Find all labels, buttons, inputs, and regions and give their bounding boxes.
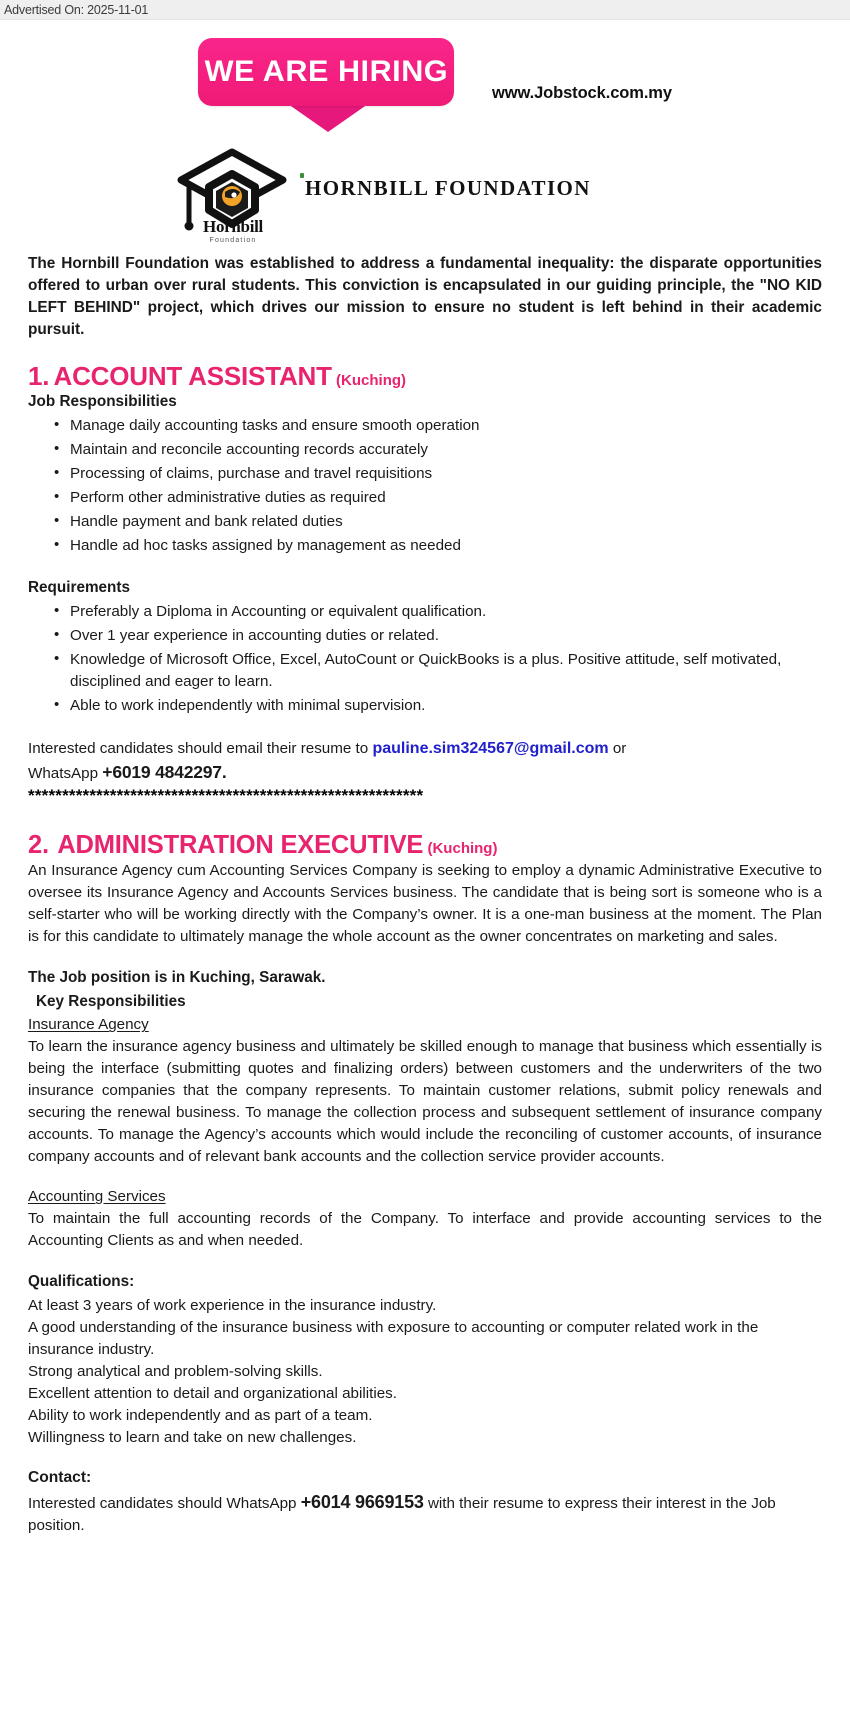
job-2-qualification-item: Willingness to learn and take on new challenges. [28,1428,357,1446]
section-divider: ********************************************************** [28,787,424,805]
list-item: • Maintain and reconcile accounting records accurately [54,439,822,461]
job-2-contact-suffix: with their resume to express their interest in the Job position. [28,1494,776,1535]
job-posting-content [0,253,850,1537]
list-item: • Knowledge of Microsoft Office, Excel, AutoCount or QuickBooks is a plus. Positive attitude, self motivated, disciplined and eager to learn. [54,649,822,693]
job-2-qualification-item: Strong analytical and problem-solving skills. [28,1362,323,1380]
logo-sub-text: Foundation [209,237,257,244]
job-2-qualifications-heading: Qualifications: [28,1272,135,1290]
company-name: HORNBILL FOUNDATION [305,176,591,200]
job-1-number: 1. [28,361,50,392]
job-1-requirements-heading: Requirements [28,579,131,597]
job-2-description: An Insurance Agency cum Accounting Services Company is seeking to employ a dynamic Administrative Executive to oversee its Insurance Agency and Accounts Services business. The candidate that is being sort is someone who is a self-starter who will be working directly with the Company’s owner. It is a one-man business at the moment. The Plan is for this candidate to ultimately manage the whole account as the owner concentrates on marketing and sales. [28,861,822,946]
list-item: • Processing of claims, purchase and travel requisitions [54,463,822,485]
job-2-location: (Kuching) [427,840,498,858]
job-1-responsibilities-heading: Job Responsibilities [28,393,177,411]
logo-wordmark [185,218,281,244]
job-2-number: 2. [28,831,49,860]
job-1-apply-prefix: Interested candidates should email their resume to [28,739,373,757]
job-2-section-1-body: To learn the insurance agency business and ultimately be skilled enough to manage that business which essentially is being the interface (submitting quotes and finalizing orders) between customers and the underwriters of the two insurance companies that the company represents. To maintain customer relations, submit policy renewals and securing the renewal business. To manage the collection process and subsequent settlement of insurance company accounts. To manage the Agency’s accounts which would include the reconciling of customer accounts, of insurance company accounts and of relevant bank accounts and the collection service provider accounts. [28,1038,822,1166]
logo-brand-text: Hornbill [203,217,263,236]
job-1-location: (Kuching) [336,372,407,390]
list-item: • Over 1 year experience in accounting duties or related. [54,625,822,647]
list-item: • Able to work independently with minimal supervision. [54,695,822,717]
job-2-section-2-body: To maintain the full accounting records of the Company. To interface and provide accounting services to the Accounting Clients as and when needed. [28,1209,822,1249]
job-1-apply-mid: or [608,739,627,757]
job-2-phone-number[interactable]: +6014 9669153 [300,1491,424,1512]
job-2-title-row [28,832,822,859]
job-2-qualification-item: Ability to work independently and as part of a team. [28,1406,373,1424]
job-1-requirements-list [28,601,822,716]
advertised-on-bar [0,0,850,20]
job-2-qualification-item: At least 3 years of work experience in the insurance industry. [28,1296,437,1314]
job-2-qualification-item: Excellent attention to detail and organizational abilities. [28,1384,397,1402]
job-2-title: ADMINISTRATION EXECUTIVE [57,831,424,860]
job-2-qualification-item: A good understanding of the insurance business with exposure to accounting or computer related work in the insurance industry. [28,1318,759,1358]
job-1-title: ACCOUNT ASSISTANT [53,361,332,392]
website-url[interactable]: www.Jobstock.com.my [492,84,672,102]
list-item: • Handle ad hoc tasks assigned by management as needed [54,535,822,557]
job-2-contact-prefix: Interested candidates should WhatsApp [28,1494,301,1512]
job-2-section-2-heading: Accounting Services [28,1188,166,1206]
we-are-hiring-text: WE ARE HIRING [204,55,448,88]
hero-banner [0,20,850,140]
job-1-whatsapp-line [28,760,822,785]
hiring-badge-tail [288,104,368,132]
foundation-intro-paragraph: The Hornbill Foundation was established to address a fundamental inequality: the disparate opportunities offered to urban over rural students. This conviction is encapsulated in our guiding principle, the "NO KID LEFT BEHIND" project, which drives our mission to ensure no student is left behind in their academic pursuit. [28,255,822,339]
job-1-phone-number[interactable]: +6019 4842297. [102,761,227,782]
job-1-email-link[interactable]: pauline.sim324567@gmail.com [372,739,609,757]
company-logo-row [0,140,850,245]
job-1-responsibilities-list [28,415,822,556]
we-are-hiring-badge [198,38,454,106]
job-2-contact-heading: Contact: [28,1468,92,1486]
job-2-position-note: The Job position is in Kuching, Sarawak. [28,969,326,987]
advertised-on-label: Advertised On: 2025-11-01 [4,2,149,17]
list-item: • Preferably a Diploma in Accounting or equivalent qualification. [54,601,822,623]
job-2-key-responsibilities-heading: Key Responsibilities [36,992,186,1010]
job-1-apply-line [28,737,822,760]
job-1-title-row [28,363,822,390]
green-accent-dot [300,173,304,178]
job-listing-2 [28,804,822,1537]
job-2-contact-line [28,1489,822,1537]
job-2-section-1-heading: Insurance Agency [28,1016,149,1034]
job-1-whatsapp-label: WhatsApp [28,764,103,782]
job-listing-1 [28,363,822,804]
list-item: • Manage daily accounting tasks and ensure smooth operation [54,415,822,437]
list-item: • Handle payment and bank related duties [54,511,822,533]
list-item: • Perform other administrative duties as required [54,487,822,509]
